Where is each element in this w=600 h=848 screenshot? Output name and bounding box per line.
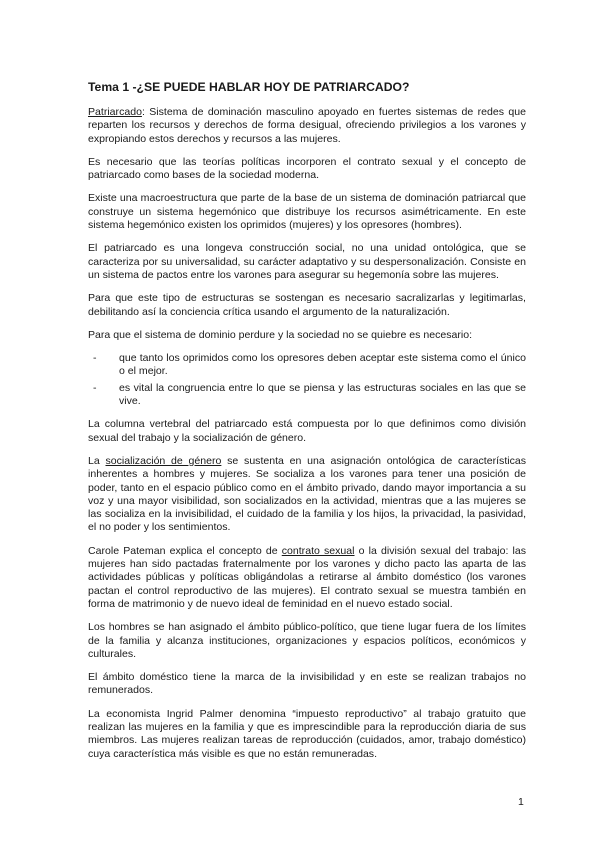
paragraph-socializacion xyxy=(88,455,526,535)
text-fragment: se sustenta en una asignación ontológica de características inherentes a hombres y mujeres. Se socializa a los varones para tener una posición de poder, tanto en el espacio público como en el ámbito privado, dando mayor importancia a su voz y una mayor visibilidad, son socializados en la actividad, mientras que a las mujeres se las socializa en la invisibilidad, el cuidado de la familia y los hijos, la privacidad, la pasividad, el no poder y los sentimientos. xyxy=(88,454,527,534)
term-patriarcado: Patriarcado xyxy=(88,106,142,118)
document-body xyxy=(88,80,526,771)
dash-bullet: - xyxy=(93,381,97,394)
paragraph-3: Existe una macroestructura que parte de la base de un sistema de dominación patriarcal que construye un sistema hegemónico que distribuye los recursos asimétricamente. En este sistema hegemónico existen los oprimidos (mujeres) y los opresores (hombres). xyxy=(88,192,526,232)
text-fragment: Carole Pateman explica el concepto de xyxy=(88,544,282,557)
list-item xyxy=(88,382,526,409)
requirements-list xyxy=(88,352,526,408)
list-item xyxy=(88,352,526,379)
list-item-text: que tanto los oprimidos como los opresores deben aceptar este sistema como el único o el mejor. xyxy=(119,352,526,378)
text-fragment: o la división sexual del trabajo: las mujeres han sido pactadas fraternalmente por los varones y dicho pacto las aparta de las actividades públicas y políticas obligándolas a retirarse al ámbito doméstico (los varones pactan el control reproductivo de las mujeres). El contrato sexual se muestra también en forma de matrimonio y de nuevo ideal de feminidad en el nuevo estado social. xyxy=(88,544,526,610)
term-socializacion-de-genero: socialización de género xyxy=(105,454,222,467)
paragraph-11: El ámbito doméstico tiene la marca de la invisibilidad y en este se realizan trabajos no remunerados. xyxy=(88,671,526,697)
paragraph-patriarcado-definition xyxy=(88,106,526,146)
page-title: Tema 1 -¿SE PUEDE HABLAR HOY DE PATRIARCADO? xyxy=(88,80,410,94)
paragraph-12: La economista Ingrid Palmer denomina “impuesto reproductivo” al trabajo gratuito que realizan las mujeres en la familia y que es imprescindible para la reproducción diaria de sus miembros. Las mujeres realizan tareas de reproducción (cuidados, amor, trabajo doméstico) cuya característica más visible es que no están remuneradas. xyxy=(88,707,526,760)
definition-text: : Sistema de dominación masculino apoyado en fuertes sistemas de redes que reparten los recursos y derechos de forma desigual, ofreciendo privilegios a los varones y expropiando estos derechos y recursos a las mujeres. xyxy=(88,106,526,145)
paragraph-4: El patriarcado es una longeva construcción social, no una unidad ontológica, que se caracteriza por su universalidad, su carácter adaptativo y su despersonalización. Consiste en un sistema de pactos entre los varones para asegurar su hegemonía sobre las mujeres. xyxy=(88,242,526,281)
list-item-text: es vital la congruencia entre lo que se piensa y las estructuras sociales en las que se vive. xyxy=(119,381,526,408)
paragraph-contrato-sexual xyxy=(88,545,526,611)
paragraph-6: Para que el sistema de dominio perdure y la sociedad no se quiebre es necesario: xyxy=(88,328,473,341)
page-number: 1 xyxy=(518,796,524,808)
text-fragment: La xyxy=(88,454,106,467)
dash-bullet: - xyxy=(93,352,97,365)
paragraph-10: Los hombres se han asignado el ámbito público-político, que tiene lugar fuera de los límites de la familia y alcanza instituciones, organizaciones y espacios políticos, económicos y culturales. xyxy=(88,621,526,660)
paragraph-5: Para que este tipo de estructuras se sostengan es necesario sacralizarlas y legitimarlas, debilitando así la conciencia crítica usando el argumento de la naturalización. xyxy=(88,292,526,318)
paragraph-7: La columna vertebral del patriarcado está compuesta por lo que definimos como división sexual del trabajo y la socialización de género. xyxy=(88,418,526,444)
term-contrato-sexual: contrato sexual xyxy=(281,544,355,557)
paragraph-2: Es necesario que las teorías políticas incorporen el contrato sexual y el concepto de patriarcado como bases de la sociedad moderna. xyxy=(88,155,526,182)
